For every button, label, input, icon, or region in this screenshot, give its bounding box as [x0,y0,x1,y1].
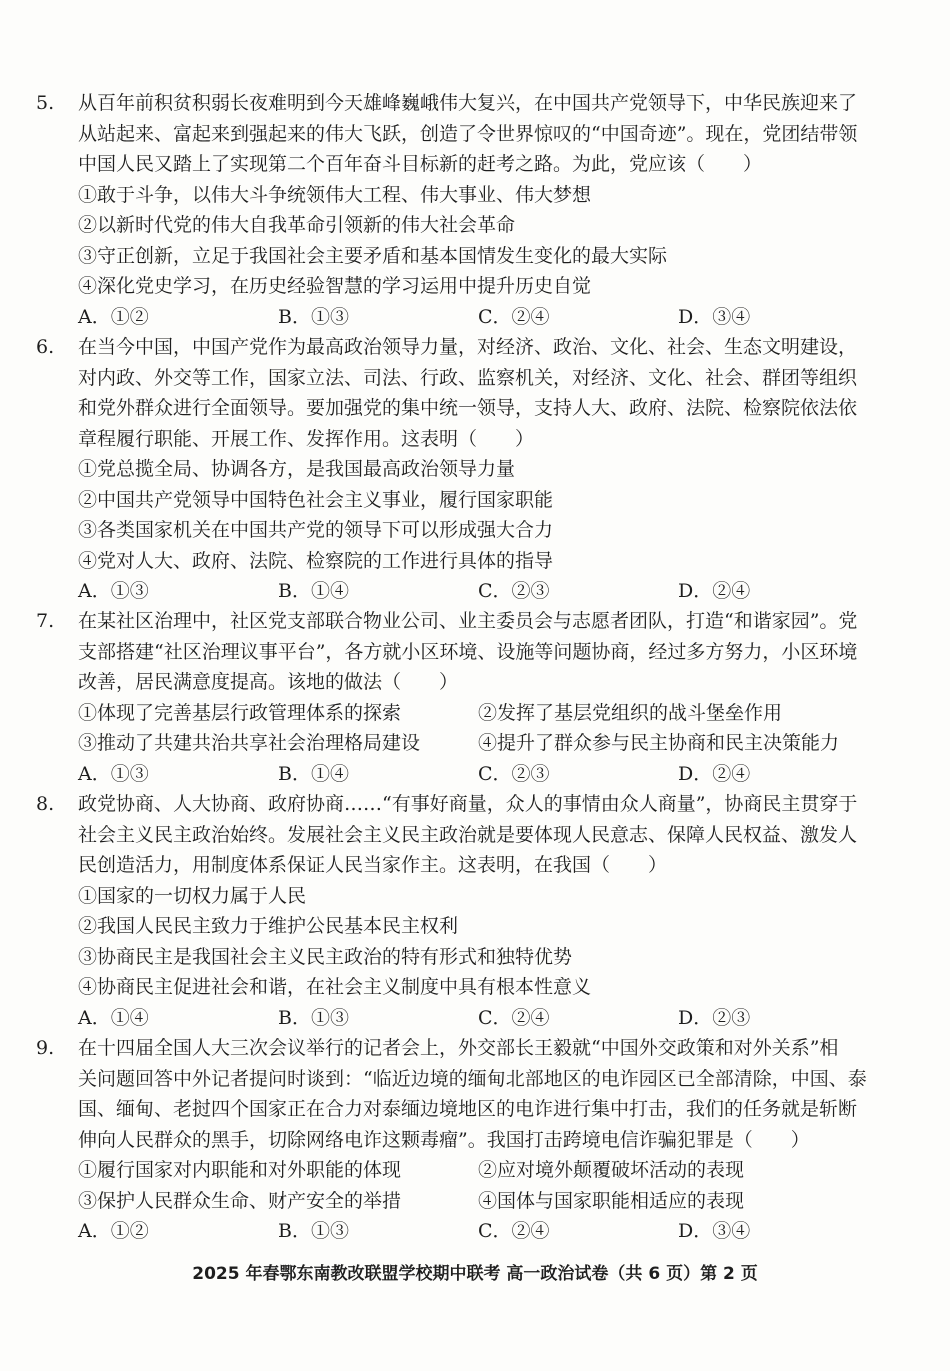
statement-2: ②以新时代党的伟大自我革命引领新的伟大社会革命 [78,214,516,236]
statement-1: ①敢于斗争，以伟大斗争统领伟大工程、伟大事业、伟大梦想 [78,183,592,206]
question-number: 6. [36,336,55,358]
choice-c: C．②④ [478,1006,550,1029]
choice-a: A．①② [78,305,149,328]
choice-b: B．①③ [278,305,349,328]
statement-4: ④国体与国家职能相适应的表现 [478,1189,745,1212]
statement-2: ②发挥了基层党组织的战斗堡垒作用 [478,701,783,724]
choice-d: D．②③ [678,1006,751,1029]
question-stem-line: 支部搭建“社区治理议事平台”，各方就小区环境、设施等问题协商，经过多方努力，小区环境 [78,640,858,663]
statement-1: ①党总揽全局、协调各方，是我国最高政治领导力量 [78,458,516,480]
question-number: 9. [36,1037,55,1059]
choice-c: C．②④ [478,1220,550,1242]
statement-2: ②应对境外颠覆破坏活动的表现 [478,1159,745,1181]
statement-4: ④深化党史学习，在历史经验智慧的学习运用中提升历史自觉 [78,275,592,297]
question-stem-line: 民创造活力，用制度体系保证人民当家作主。这表明，在我国（ ） [78,854,668,876]
question-stem-line: 从站起来、富起来到强起来的伟大飞跃，创造了令世界惊叹的“中国奇迹”。现在，党团结带领 [78,122,858,145]
question-stem-line: 政党协商、人大协商、政府协商……“有事好商量，众人的事情由众人商量”，协商民主贯穿于 [78,793,858,815]
statement-4: ④提升了群众参与民主协商和民主决策能力 [478,732,840,754]
statement-1: ①履行国家对内职能和对外职能的体现 [78,1159,402,1181]
question-number: 8. [36,793,55,815]
choice-b: B．①④ [278,762,349,785]
statement-3: ③协商民主是我国社会主义民主政治的特有形式和独特优势 [78,945,573,968]
choice-b: B．①③ [278,1220,349,1242]
choice-c: C．②③ [478,762,550,785]
statement-1: ①体现了完善基层行政管理体系的探索 [78,701,402,724]
choice-c: C．②④ [478,305,550,328]
choice-d: D．③④ [678,305,751,328]
question-stem-line: 社会主义民主政治始终。发展社会主义民主政治就是要体现人民意志、保障人民权益、激发人 [78,823,858,846]
question-stem-line: 和党外群众进行全面领导。要加强党的集中统一领导，支持人大、政府、法院、检察院依法依 [78,397,858,419]
question-stem-line: 章程履行职能、开展工作、发挥作用。这表明（ ） [78,427,535,450]
statement-1: ①国家的一切权力属于人民 [78,884,307,907]
choice-d: D．②④ [678,762,751,785]
statement-3: ③各类国家机关在中国共产党的领导下可以形成强大合力 [78,519,554,541]
choice-a: A．①③ [78,762,149,785]
choice-d: D．③④ [678,1220,751,1242]
question-stem-line: 伸向人民群众的黑手，切除网络电诈这颗毒瘤”。我国打击跨境电信诈骗犯罪是（ ） [78,1128,810,1151]
statement-3: ③保护人民群众生命、财产安全的举措 [78,1189,402,1212]
question-stem-line: 国、缅甸、老挝四个国家正在合力对泰缅边境地区的电诈进行集中打击，我们的任务就是斩断 [78,1098,858,1120]
statement-4: ④党对人大、政府、法院、检察院的工作进行具体的指导 [78,549,554,572]
statement-3: ③推动了共建共治共享社会治理格局建设 [78,732,421,754]
choice-b: B．①④ [278,580,349,602]
question-stem-line: 对内政、外交等工作，国家立法、司法、行政、监察机关，对经济、文化、社会、群团等组织 [78,366,858,389]
choice-a: A．①④ [78,1006,149,1029]
statement-2: ②我国人民民主致力于维护公民基本民主权利 [78,915,459,937]
choice-a: A．①③ [78,580,149,602]
question-stem-line: 在某社区治理中，社区党支部联合物业公司、业主委员会与志愿者团队，打造“和谐家园”。党 [78,610,858,632]
question-number: 5. [36,92,55,114]
question-stem-line: 在当今中国，中国产党作为最高政治领导力量，对经济、政治、文化、社会、生态文明建设， [78,336,858,358]
choice-a: A．①② [78,1220,149,1242]
question-stem-line: 中国人民又踏上了实现第二个百年奋斗目标新的赶考之路。为此，党应该（ ） [78,153,763,175]
question-number: 7. [36,610,55,632]
question-stem-line: 关问题回答中外记者提问时谈到：“临近边境的缅甸北部地区的电诈园区已全部清除，中国、泰 [78,1067,867,1090]
choice-d: D．②④ [678,580,751,602]
question-stem-line: 从百年前积贫积弱长夜难明到今天雄峰巍峨伟大复兴，在中国共产党领导下，中华民族迎来了 [78,92,858,114]
statement-4: ④协商民主促进社会和谐，在社会主义制度中具有根本性意义 [78,976,592,998]
choice-c: C．②③ [478,580,550,602]
choice-b: B．①③ [278,1006,349,1029]
question-stem-line: 在十四届全国人大三次会议举行的记者会上，外交部长王毅就“中国外交政策和对外关系”相 [78,1037,839,1059]
statement-2: ②中国共产党领导中国特色社会主义事业，履行国家职能 [78,488,554,511]
question-stem-line: 改善，居民满意度提高。该地的做法（ ） [78,671,459,693]
page-footer: 2025 年春鄂东南教改联盟学校期中联考 高一政治试卷（共 6 页）第 2 页 [192,1264,758,1284]
statement-3: ③守正创新，立足于我国社会主要矛盾和基本国情发生变化的最大实际 [78,244,668,267]
